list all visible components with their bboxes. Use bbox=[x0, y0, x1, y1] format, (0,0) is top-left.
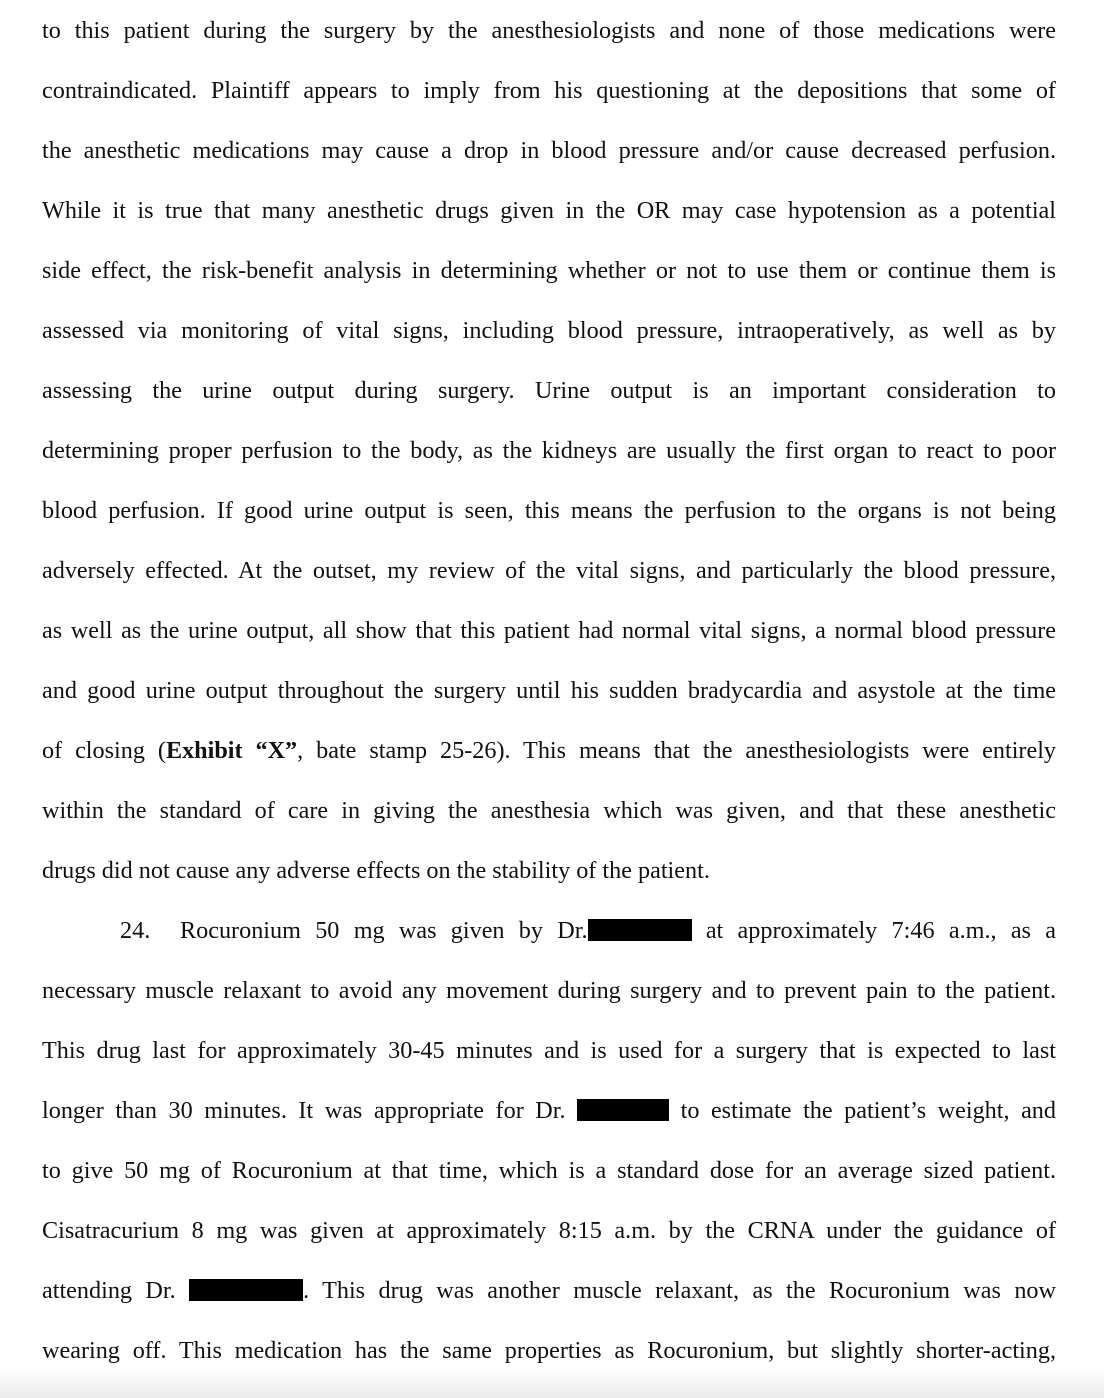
exhibit-reference: Exhibit “X” bbox=[165, 737, 298, 764]
text-line-5: side effect, the risk-benefit analysis in determining whether or not to use them or continue them is bbox=[42, 257, 1056, 284]
text-line-3: the anesthetic medications may cause a drop in blood pressure and/or cause decreased perfusion. bbox=[42, 137, 1056, 164]
text-segment: Rocuronium 50 mg was given by Dr. bbox=[180, 917, 588, 944]
paragraph-24-line-6: Cisatracurium 8 mg was given at approximately 8:15 a.m. by the CRNA under the guidance of bbox=[42, 1217, 1056, 1244]
text-line-14: within the standard of care in giving the anesthesia which was given, and that these anesthetic bbox=[42, 797, 1056, 824]
paragraph-number: 24. bbox=[120, 917, 151, 944]
text-line-15: drugs did not cause any adverse effects on the stability of the patient. bbox=[42, 857, 710, 884]
paragraph-24-line-7 bbox=[42, 1274, 1056, 1308]
text-line-2: contraindicated. Plaintiff appears to imply from his questioning at the depositions that some of bbox=[42, 77, 1056, 104]
text-line-11: as well as the urine output, all show that this patient had normal vital signs, a normal blood pressure bbox=[42, 617, 1056, 644]
paragraph-24-line-4 bbox=[42, 1094, 1056, 1128]
text-line-4: While it is true that many anesthetic drugs given in the OR may case hypotension as a potential bbox=[42, 197, 1056, 224]
redaction-block bbox=[189, 1279, 303, 1301]
text-segment: attending Dr. bbox=[42, 1277, 190, 1304]
text-line-12: and good urine output throughout the surgery until his sudden bradycardia and asystole at the time bbox=[42, 677, 1056, 704]
text-segment: of closing ( bbox=[42, 737, 166, 764]
paragraph-24-line-1 bbox=[120, 914, 1056, 948]
text-line-6: assessed via monitoring of vital signs, including blood pressure, intraoperatively, as well as by bbox=[42, 317, 1056, 344]
redaction-block bbox=[577, 1099, 669, 1121]
text-segment: to estimate the patient’s weight, and bbox=[669, 1097, 1056, 1124]
text-line-13 bbox=[42, 734, 1056, 768]
text-segment: , bate stamp 25-26). This means that the anesthesiologists were entirely bbox=[297, 737, 1057, 764]
page-bottom-shadow bbox=[0, 1368, 1104, 1398]
text-line-8: determining proper perfusion to the body, as the kidneys are usually the first organ to react to poor bbox=[42, 437, 1056, 464]
text-segment: . This drug was another muscle relaxant, as the Rocuronium was now bbox=[303, 1277, 1056, 1304]
text-line-1: to this patient during the surgery by the anesthesiologists and none of those medications were bbox=[42, 17, 1056, 44]
text-line-9: blood perfusion. If good urine output is seen, this means the perfusion to the organs is not being bbox=[42, 497, 1056, 524]
paragraph-24-line-5: to give 50 mg of Rocuronium at that time, which is a standard dose for an average sized patient. bbox=[42, 1157, 1056, 1184]
paragraph-24-line-2: necessary muscle relaxant to avoid any movement during surgery and to prevent pain to the patient. bbox=[42, 977, 1056, 1004]
paragraph-24-line-8: wearing off. This medication has the same properties as Rocuronium, but slightly shorter-acting, bbox=[42, 1337, 1056, 1364]
paragraph-24-line-3: This drug last for approximately 30-45 minutes and is used for a surgery that is expected to last bbox=[42, 1037, 1056, 1064]
text-line-10: adversely effected. At the outset, my review of the vital signs, and particularly the blood pressure, bbox=[42, 557, 1056, 584]
text-line-7: assessing the urine output during surgery. Urine output is an important consideration to bbox=[42, 377, 1056, 404]
text-segment: longer than 30 minutes. It was appropriate for Dr. bbox=[42, 1097, 578, 1124]
text-segment: at approximately 7:46 a.m., as a bbox=[691, 917, 1056, 944]
redaction-block bbox=[588, 919, 692, 941]
